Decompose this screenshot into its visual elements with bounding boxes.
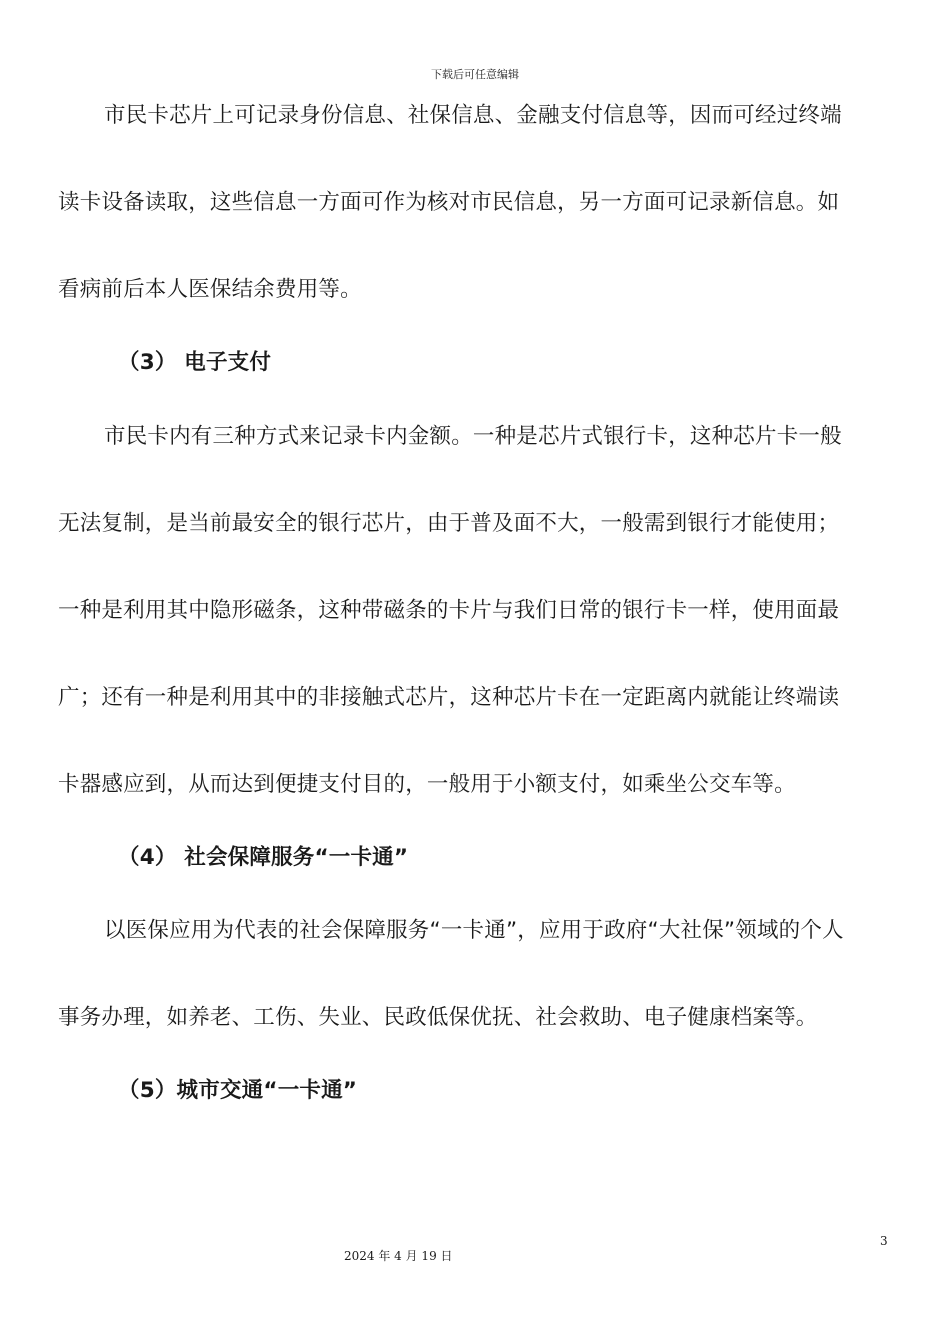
page-number: 3: [880, 1234, 888, 1248]
paragraph-1-line-2: 读卡设备读取，这些信息一方面可作为核对市民信息，另一方面可记录新信息。如: [58, 190, 840, 215]
paragraph-1-line-3: 看病前后本人医保结余费用等。: [58, 277, 362, 302]
paragraph-2-line-4: 广；还有一种是利用其中的非接触式芯片，这种芯片卡在一定距离内就能让终端读: [58, 685, 840, 710]
paragraph-2-line-2: 无法复制，是当前最安全的银行芯片，由于普及面不大，一般需到银行才能使用；: [58, 511, 840, 536]
section-heading-3: （3） 电子支付: [118, 350, 272, 375]
page-header: 下载后可任意编辑: [431, 68, 519, 81]
paragraph-2-line-1: 市民卡内有三种方式来记录卡内金额。一种是芯片式银行卡，这种芯片卡一般: [104, 424, 842, 449]
section-heading-4: （4） 社会保障服务“一卡通”: [118, 845, 409, 870]
paragraph-1-line-1: 市民卡芯片上可记录身份信息、社保信息、金融支付信息等，因而可经过终端: [104, 103, 842, 128]
paragraph-2-line-5: 卡器感应到，从而达到便捷支付目的，一般用于小额支付，如乘坐公交车等。: [58, 772, 796, 797]
paragraph-3-line-2: 事务办理，如养老、工伤、失业、民政低保优抚、社会救助、电子健康档案等。: [58, 1005, 818, 1030]
paragraph-2-line-3: 一种是利用其中隐形磁条，这种带磁条的卡片与我们日常的银行卡一样，使用面最: [58, 598, 840, 623]
footer-date: 2024 年 4 月 19 日: [344, 1249, 453, 1263]
paragraph-3-line-1: 以医保应用为代表的社会保障服务“一卡通”，应用于政府“大社保”领域的个人: [104, 918, 844, 943]
section-heading-5: （5）城市交通“一卡通”: [118, 1078, 358, 1103]
